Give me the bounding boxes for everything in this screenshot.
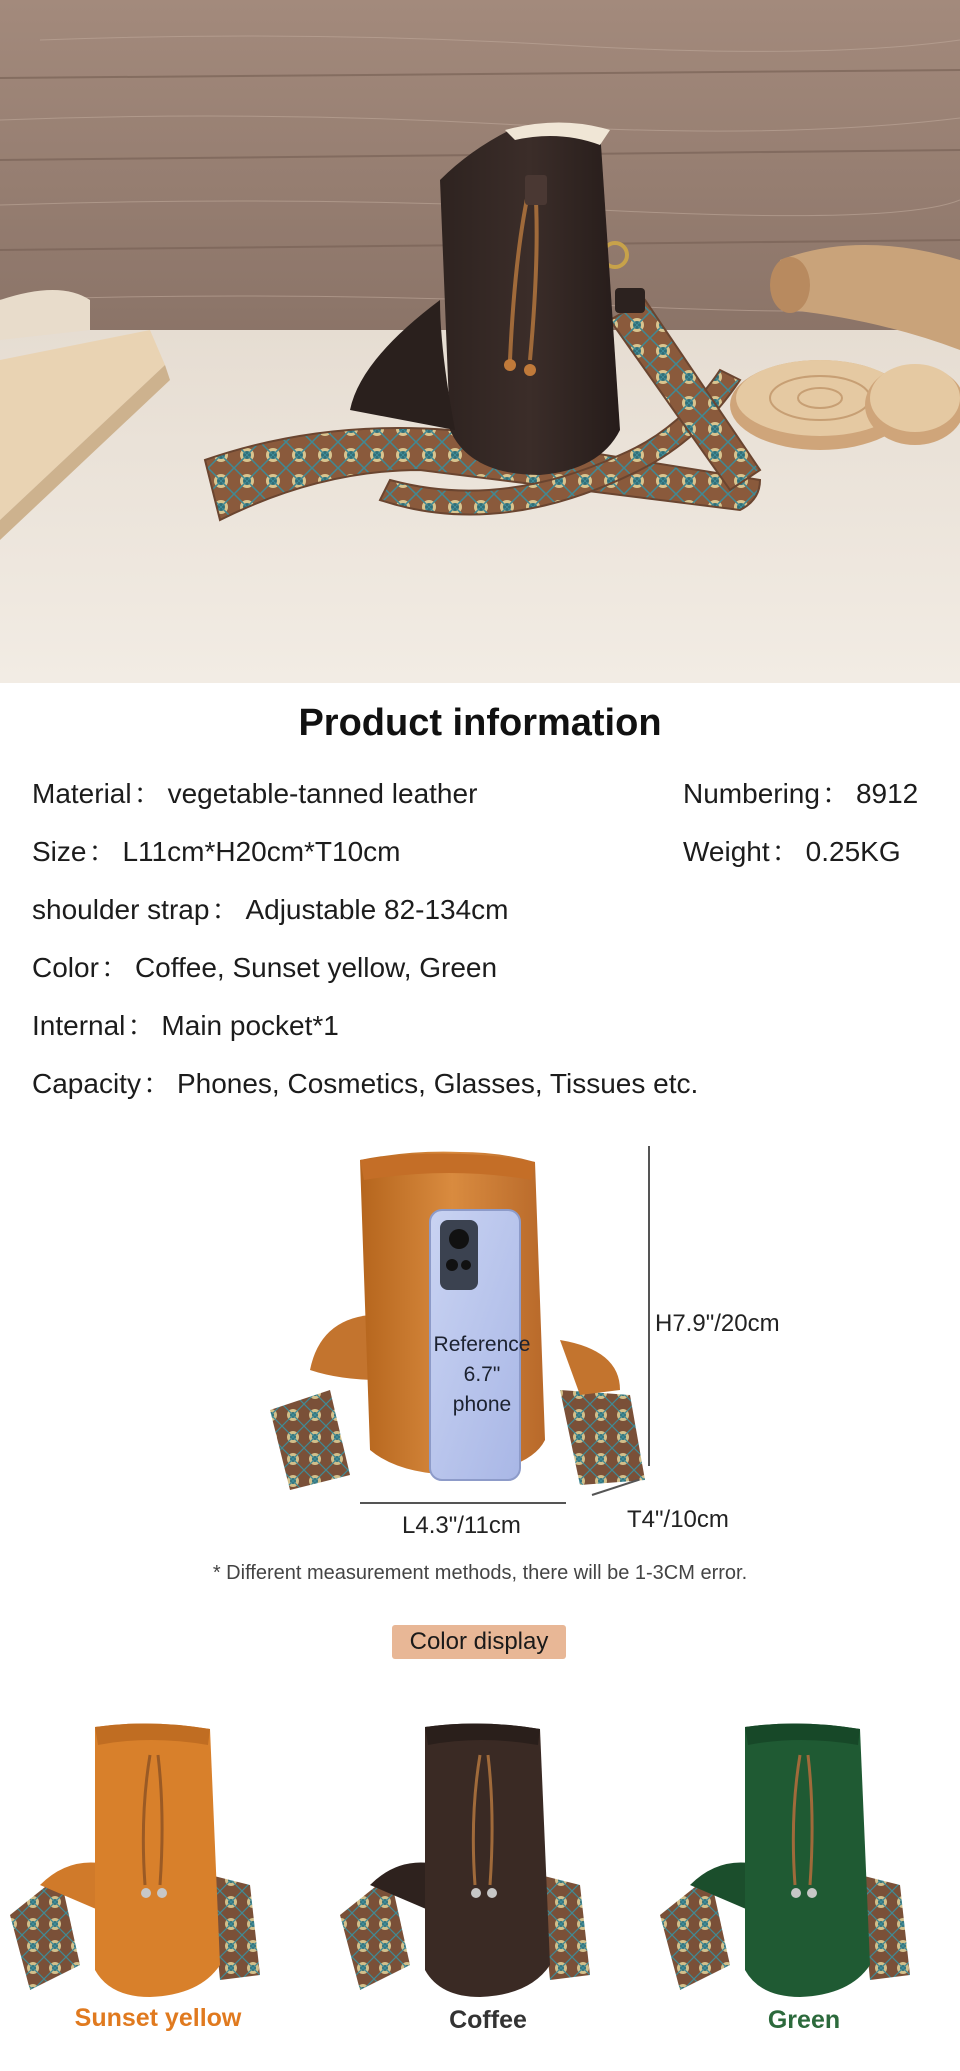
spec-color (32, 950, 497, 986)
spec-separator: ： (133, 778, 162, 809)
spec-separator: ： (821, 778, 850, 809)
spec-capacity (32, 1066, 698, 1102)
spec-numbering (683, 776, 918, 812)
spec-label: Capacity (32, 1068, 141, 1099)
variant-label-sunset-yellow: Sunset yellow (74, 2004, 242, 2032)
spec-value: 8912 (855, 778, 919, 809)
spec-label: Numbering (683, 778, 820, 809)
reference-phone-label (432, 1330, 532, 1420)
height-dimension-line (648, 1146, 650, 1466)
thickness-dimension-label: T4"/10cm (627, 1506, 729, 1533)
spec-label: shoulder strap (32, 894, 210, 925)
spec-label: Color (32, 952, 99, 983)
spec-label: Weight (683, 836, 770, 867)
spec-separator: ： (211, 894, 240, 925)
spec-separator: ： (771, 836, 800, 867)
color-display-heading: Color display (392, 1625, 566, 1659)
spec-weight (683, 834, 901, 870)
product-info-title: Product information (298, 702, 662, 744)
size-diagram-image (260, 1140, 680, 1510)
spec-internal (32, 1008, 339, 1044)
spec-value: vegetable-tanned leather (167, 778, 478, 809)
spec-shoulder-strap (32, 892, 509, 928)
spec-separator: ： (142, 1068, 171, 1099)
color-variants-image (0, 1715, 960, 2005)
spec-separator: ： (100, 952, 129, 983)
spec-separator: ： (88, 836, 117, 867)
spec-label: Material (32, 778, 132, 809)
spec-value: Coffee, Sunset yellow, Green (134, 952, 498, 983)
hero-product-photo (0, 0, 960, 683)
spec-value: 0.25KG (805, 836, 901, 867)
reference-phone-line2: 6.7" phone (452, 1363, 512, 1416)
spec-value: L11cm*H20cm*T10cm (122, 836, 401, 867)
length-dimension-label: L4.3"/11cm (402, 1512, 521, 1539)
spec-label: Internal (32, 1010, 126, 1041)
variant-label-green: Green (767, 2006, 841, 2034)
spec-label: Size (32, 836, 87, 867)
height-dimension-label: H7.9"/20cm (655, 1310, 780, 1337)
spec-material (32, 776, 477, 812)
spec-separator: ： (127, 1010, 156, 1041)
measurement-note: * Different measurement methods, there will be 1-3CM error. (212, 1562, 748, 1584)
variant-label-coffee: Coffee (449, 2006, 527, 2034)
spec-value: Adjustable 82-134cm (245, 894, 509, 925)
spec-size (32, 834, 401, 870)
spec-value: Phones, Cosmetics, Glasses, Tissues etc. (176, 1068, 699, 1099)
length-dimension-line (360, 1502, 566, 1504)
reference-phone-line1: Reference (433, 1333, 531, 1356)
spec-value: Main pocket*1 (161, 1010, 339, 1041)
